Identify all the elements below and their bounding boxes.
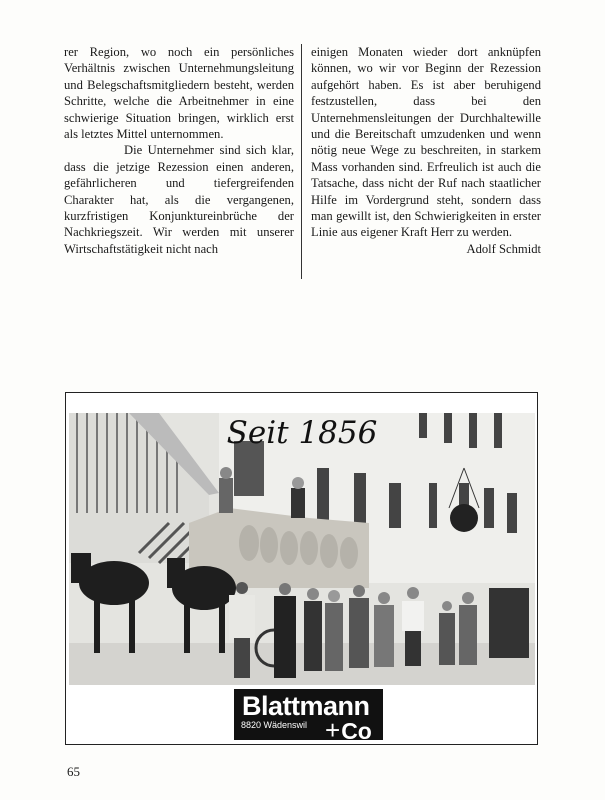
photo-illustration	[69, 413, 535, 685]
advertisement	[65, 392, 538, 745]
logo-city: 8820 Wädenswil	[241, 720, 308, 730]
company-logo	[234, 689, 383, 745]
article-column-right	[311, 44, 541, 257]
article-column-left	[64, 44, 294, 257]
logo-co: Co	[341, 718, 372, 744]
paragraph: rer Region, wo noch ein persönliches Verhältnis zwischen Unternehmungsleitung und Belegschaftsmitgliedern besteht, werden Schritte, welche die Arbeitnehmer in eine schwierige Situation bringen, wirklich erst als letztes Mittel unternommen.	[64, 45, 294, 142]
column-divider	[301, 44, 302, 279]
paragraph	[311, 44, 541, 256]
logo-suffix	[325, 715, 372, 746]
author-signature: Adolf Schmidt	[466, 241, 541, 256]
paragraph: Die Unternehmer sind sich klar, dass die jetzige Rezession einen anderen, gefährlicheren und tiefergreifenden Charakter hat, als die vergangenen, kurzfristigen Konjunktureinbrüche der Nachkriegszeit. Wir werden mit unserer Wirtschaftstätigkeit nicht nach	[64, 143, 294, 256]
paragraph-text: einigen Monaten wieder dort anknüpfen können, wo wir vor Beginn der Rezession aufgehört haben. Es ist aber beruhigend festzustellen, dass bei den Unternehmensleitungen der Durchhaltewille und die Bereitschaft umzudenken und wenn nötig neue Wege zu beschreiten, in starkem Mass vorhanden sind. Erfreulich ist auch die Tatsache, dass nicht der Ruf nach staatlicher Hilfe im Vordergrund steht, sondern dass man gewillt ist, den Schwierigkeiten in erster Linie aus eigener Kraft Herr zu werden.	[311, 45, 541, 240]
historic-photo	[69, 413, 535, 685]
ad-headline: Seit 1856	[226, 415, 378, 451]
logo-company-name: Blattmann	[242, 691, 370, 721]
logo-plus: +	[325, 715, 341, 745]
page-number: 65	[67, 764, 80, 779]
